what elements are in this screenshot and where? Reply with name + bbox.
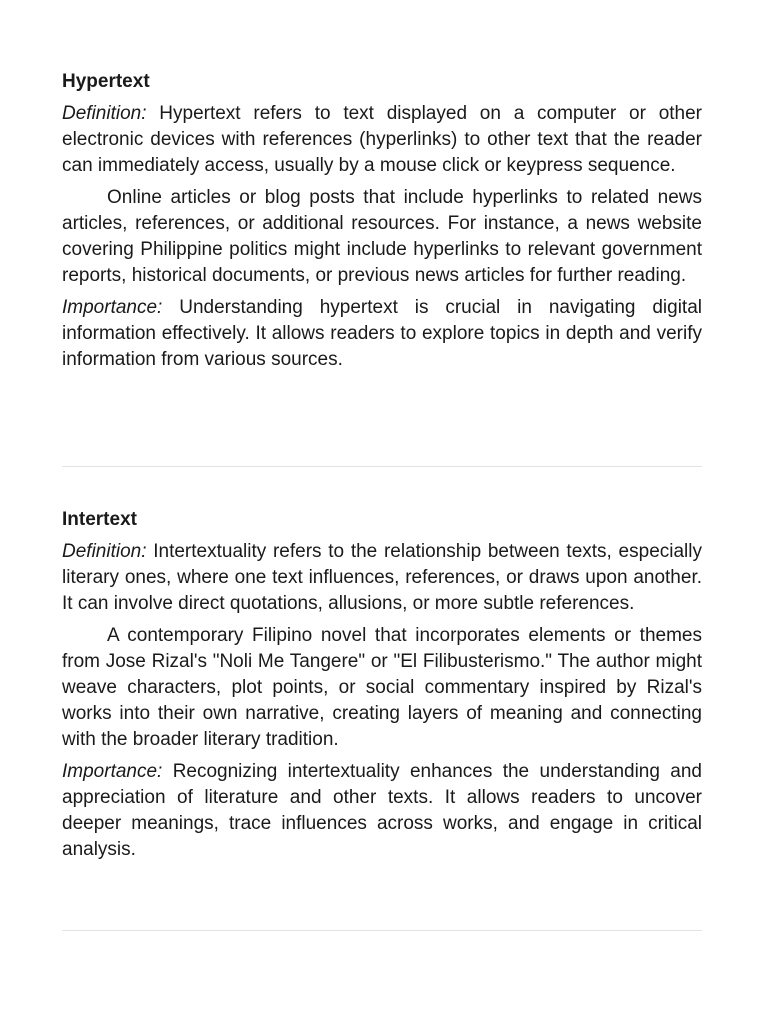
importance-label: Importance: (62, 761, 163, 782)
section-divider (62, 930, 702, 931)
section-heading: Intertext (62, 509, 137, 530)
document-page (62, 0, 702, 860)
section-intertext (62, 0, 702, 869)
importance-paragraph (62, 759, 702, 863)
definition-text: Hypertext refers to text displayed on a computer or other electronic devices with references (hyperlinks) to other text that the reader can immediately access, usually by a mouse click or keypress sequence. (62, 103, 702, 176)
example-paragraph: Online articles or blog posts that include hyperlinks to related news articles, references, or additional resources. For instance, a news website covering Philippine politics might include hyperlinks to relevant government reports, historical documents, or previous news articles for further reading. (62, 187, 702, 286)
definition-label: Definition: (62, 103, 147, 124)
definition-paragraph (62, 539, 702, 617)
importance-text: Understanding hypertext is crucial in navigating digital information effectively. It allows readers to explore topics in depth and verify information from various sources. (62, 297, 702, 370)
example-paragraph: A contemporary Filipino novel that incorporates elements or themes from Jose Rizal's "Noli Me Tangere" or "El Filibusterismo." The author might weave characters, plot points, or social commentary inspired by Rizal's works into their own narrative, creating layers of meaning and connecting with the broader literary tradition. (62, 625, 702, 750)
importance-label: Importance: (62, 297, 163, 318)
importance-text: Recognizing intertextuality enhances the understanding and appreciation of literature and other texts. It allows readers to uncover deeper meanings, trace influences across works, and engage in critical analysis. (62, 761, 702, 860)
definition-text: Intertextuality refers to the relationship between texts, especially literary ones, where one text influences, references, or draws upon another. It can involve direct quotations, allusions, or more subtle references. (62, 541, 702, 614)
section-heading: Hypertext (62, 71, 150, 92)
definition-label: Definition: (62, 541, 147, 562)
